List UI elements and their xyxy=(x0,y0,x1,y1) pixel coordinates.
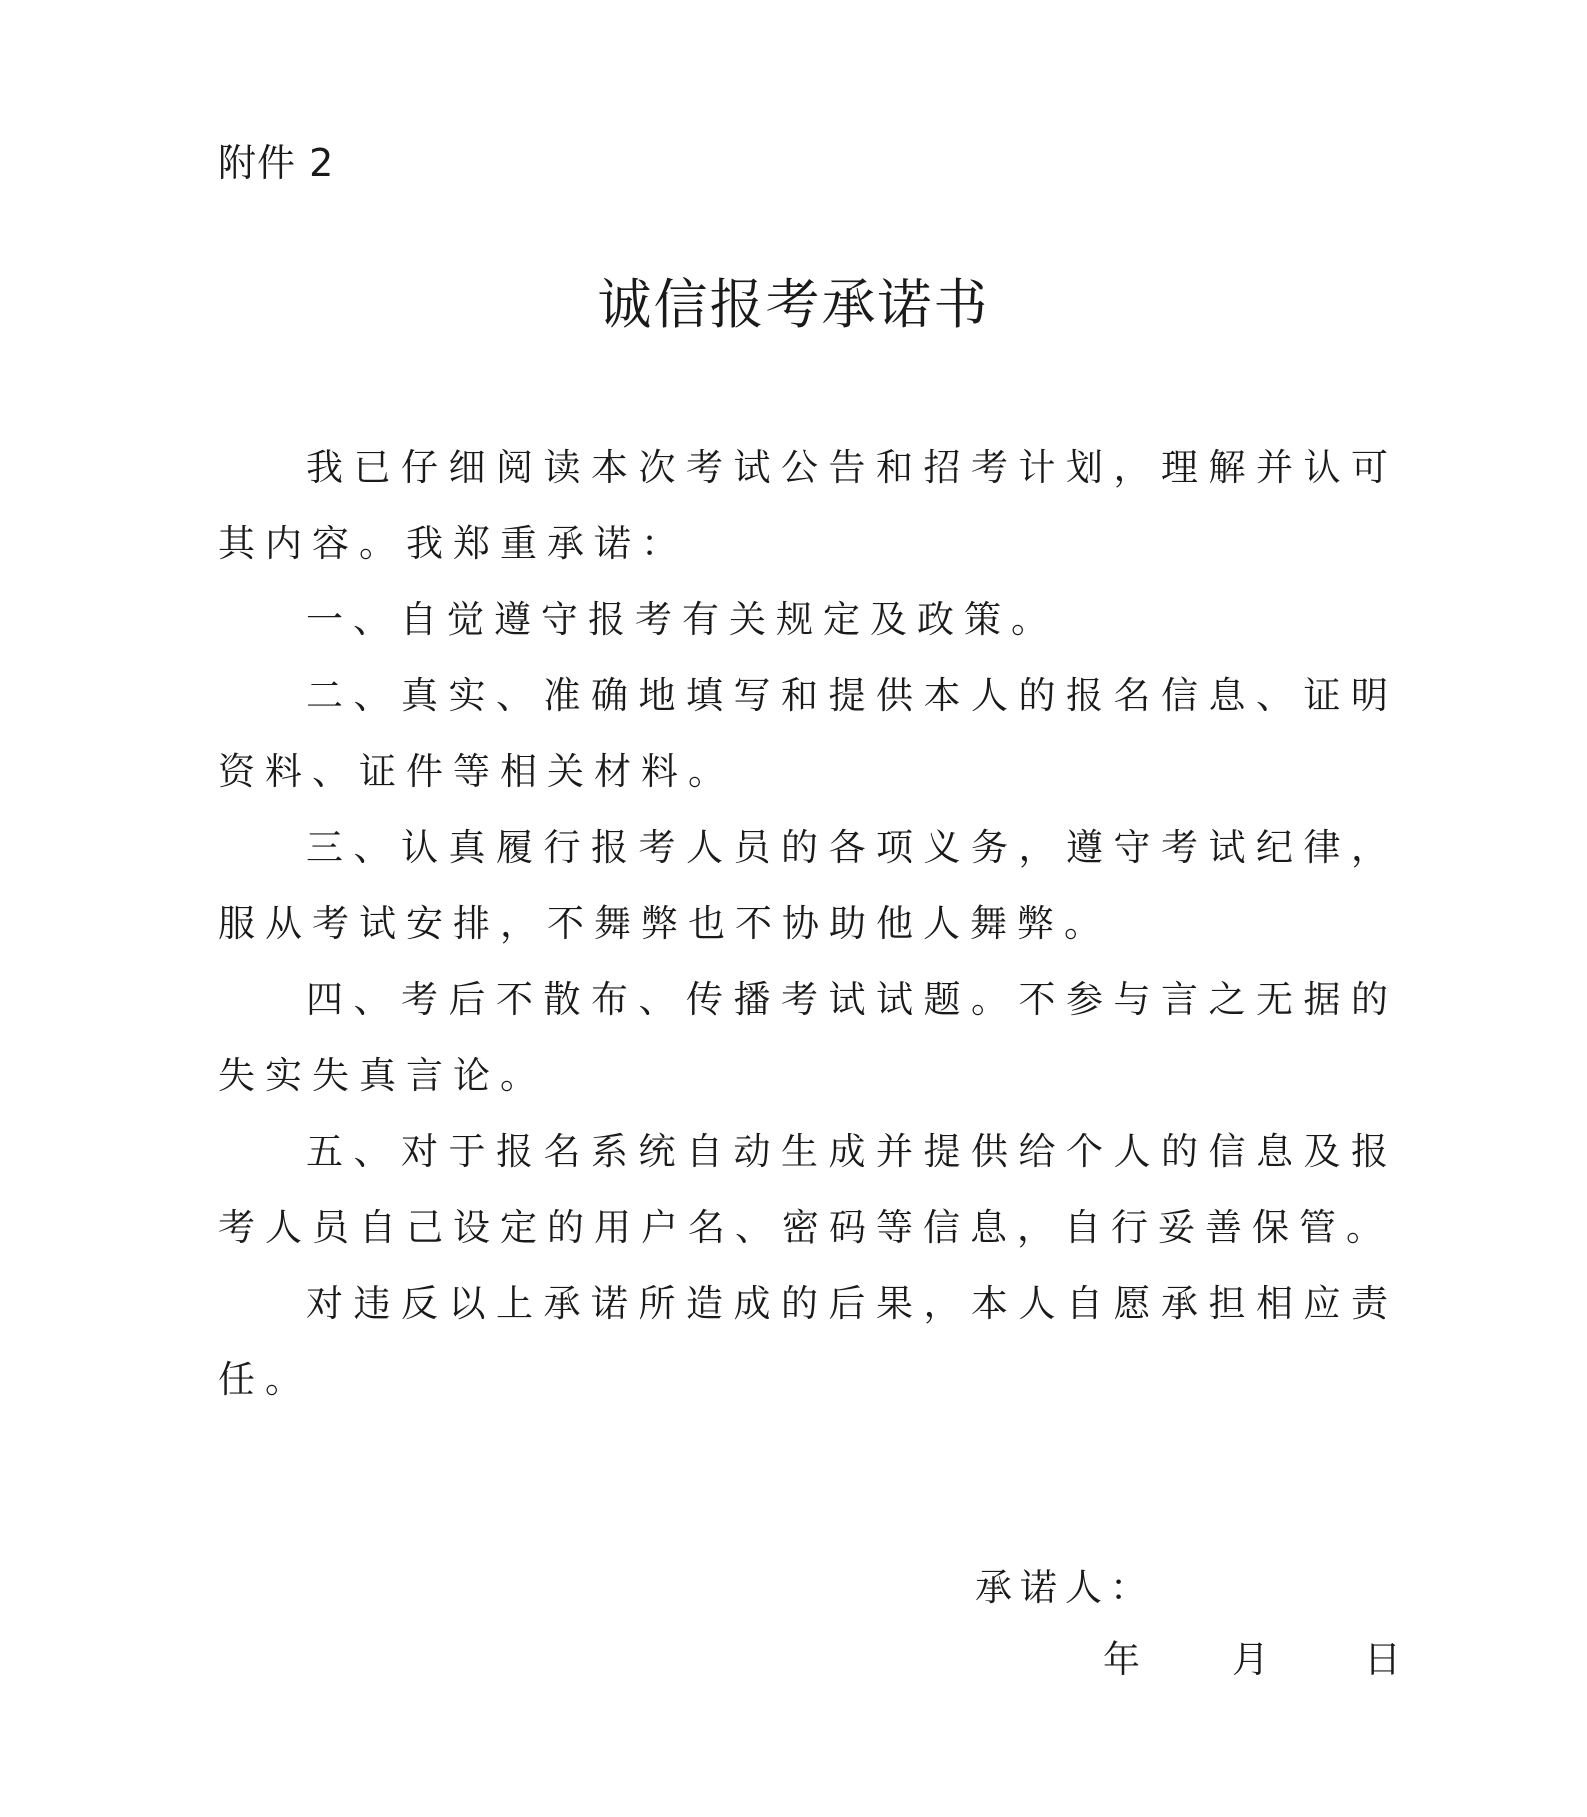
date-month-label: 月 xyxy=(1232,1638,1269,1681)
attachment-label: 附件 2 xyxy=(218,141,335,185)
document-body xyxy=(218,430,1398,1418)
date-day-label: 日 xyxy=(1364,1638,1401,1681)
paragraph-pledge-1: 一、自觉遵守报考有关规定及政策。 xyxy=(306,598,1058,641)
paragraph-closing: 对违反以上承诺所造成的后果，本人自愿承担相应责任。 xyxy=(218,1282,1398,1401)
date-year-label: 年 xyxy=(1103,1638,1140,1681)
paragraph-pledge-4: 四、考后不散布、传播考试试题。不参与言之无据的失实失真言论。 xyxy=(218,978,1398,1097)
paragraph-pledge-5: 五、对于报名系统自动生成并提供给个人的信息及报考人员自己设定的用户名、密码等信息，自行妥善保管。 xyxy=(218,1130,1398,1249)
signer-label: 承诺人： xyxy=(975,1566,1155,1609)
paragraph-pledge-3: 三、认真履行报考人员的各项义务，遵守考试纪律，服从考试安排，不舞弊也不协助他人舞弊。 xyxy=(218,826,1398,945)
paragraph-pledge-2: 二、真实、准确地填写和提供本人的报名信息、证明资料、证件等相关材料。 xyxy=(218,674,1398,793)
document-title: 诚信报考承诺书 xyxy=(597,273,990,336)
paragraph-intro: 我已仔细阅读本次考试公告和招考计划，理解并认可其内容。我郑重承诺： xyxy=(218,446,1398,565)
